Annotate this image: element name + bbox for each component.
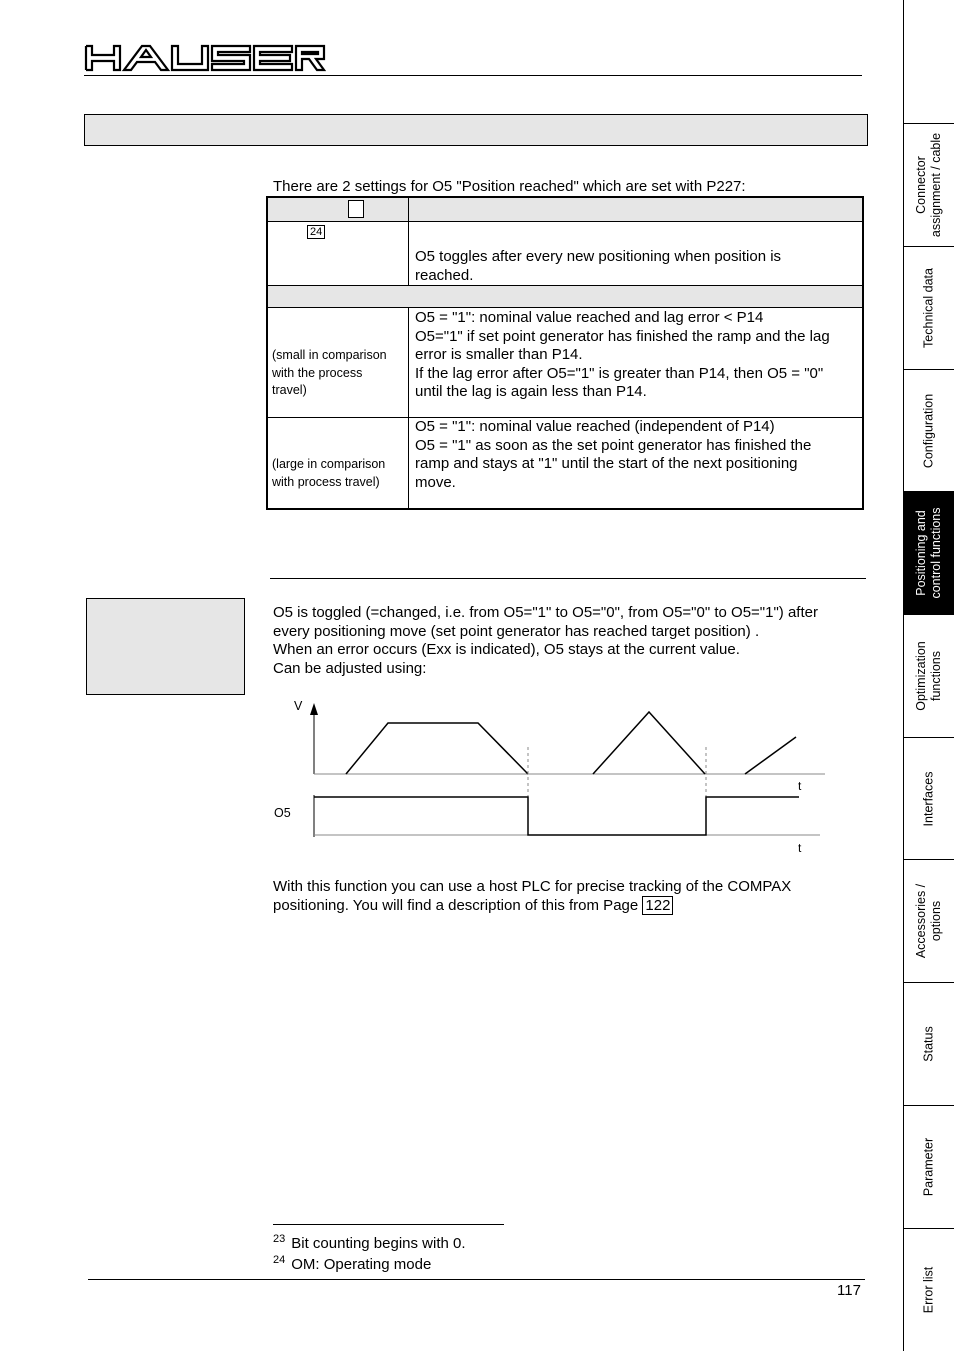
v-axis-arrow [310, 703, 318, 715]
footer-rule [88, 1279, 865, 1280]
row3-note: (large in comparison with process travel) [272, 457, 386, 489]
table-rule [268, 307, 863, 308]
row3-text: O5 = "1": nominal value reached (independent of P14) O5 = "1" as soon as the set point generator has finished the ramp and stays at "1" until the start of the next positioning move. [415, 418, 812, 491]
tab-accessories[interactable]: Accessories / options [903, 860, 954, 983]
side-tabs [903, 0, 954, 1351]
intro-text: There are 2 settings for O5 "Position reached" which are set with P227: [273, 178, 746, 195]
page-number: 117 [837, 1282, 861, 1299]
row2-note: (small in comparison with the process travel) [272, 348, 387, 397]
row1-text: O5 toggles after every new positioning when position is reached. [415, 248, 782, 284]
tab-technical-data[interactable]: Technical data [903, 247, 954, 370]
tab-blank [903, 0, 954, 124]
section-rule [270, 578, 866, 579]
t-label-bottom: t [798, 841, 802, 855]
table-divider [408, 198, 409, 285]
tab-interfaces[interactable]: Interfaces [903, 738, 954, 860]
o5-timing-diagram [270, 695, 830, 860]
footnote-rule [273, 1224, 504, 1225]
plc-description: With this function you can use a host PLC for precise tracking of the COMPAX positioning. You will find a description of this from Page 122 [273, 878, 792, 914]
table-divider [408, 308, 409, 508]
tab-status[interactable]: Status [903, 983, 954, 1106]
row2-text: O5 = "1": nominal value reached and lag error < P14 O5="1" if set point generator has finished the ramp and the lag error is smaller than P14. If the lag error after O5="1" is greater than P14, then O5 = "0" until the lag is again less than P14. [415, 309, 830, 400]
tab-parameter[interactable]: Parameter [903, 1106, 954, 1229]
tab-connector-assignment[interactable]: Connector assignment / cable [903, 124, 954, 247]
t-label-top: t [798, 779, 802, 793]
footnote-ref-24: 24 [307, 222, 325, 240]
bit-box [348, 200, 364, 218]
page-ref-link[interactable]: 122 [642, 896, 673, 915]
o5-label: O5 [274, 806, 291, 820]
header-rule [84, 75, 862, 76]
tab-configuration[interactable]: Configuration [903, 370, 954, 492]
table-rule [268, 285, 863, 286]
footnote-24: $^{24}$ OM: Operating mode [273, 1254, 432, 1273]
footnote-23: $^{23}$ Bit counting begins with 0. [273, 1233, 466, 1252]
tab-error-list[interactable]: Error list [921, 1266, 935, 1314]
hauser-logo [84, 44, 326, 72]
section-title-bar [84, 114, 868, 146]
tab-optimization[interactable]: Optimization functions [903, 615, 954, 738]
v-label: V [294, 699, 303, 713]
toggle-description: O5 is toggled (=changed, i.e. from O5="1" to O5="0", from O5="0" to O5="1") after every positioning move (set point generator has reached target position) . When an error occurs (Exx is indicated), O5 stays at the current value. Can be adjusted using: [273, 604, 818, 677]
tab-positioning-control[interactable]: Positioning and control functions [903, 492, 954, 615]
side-heading-box [86, 598, 245, 695]
table-rule [268, 221, 863, 222]
